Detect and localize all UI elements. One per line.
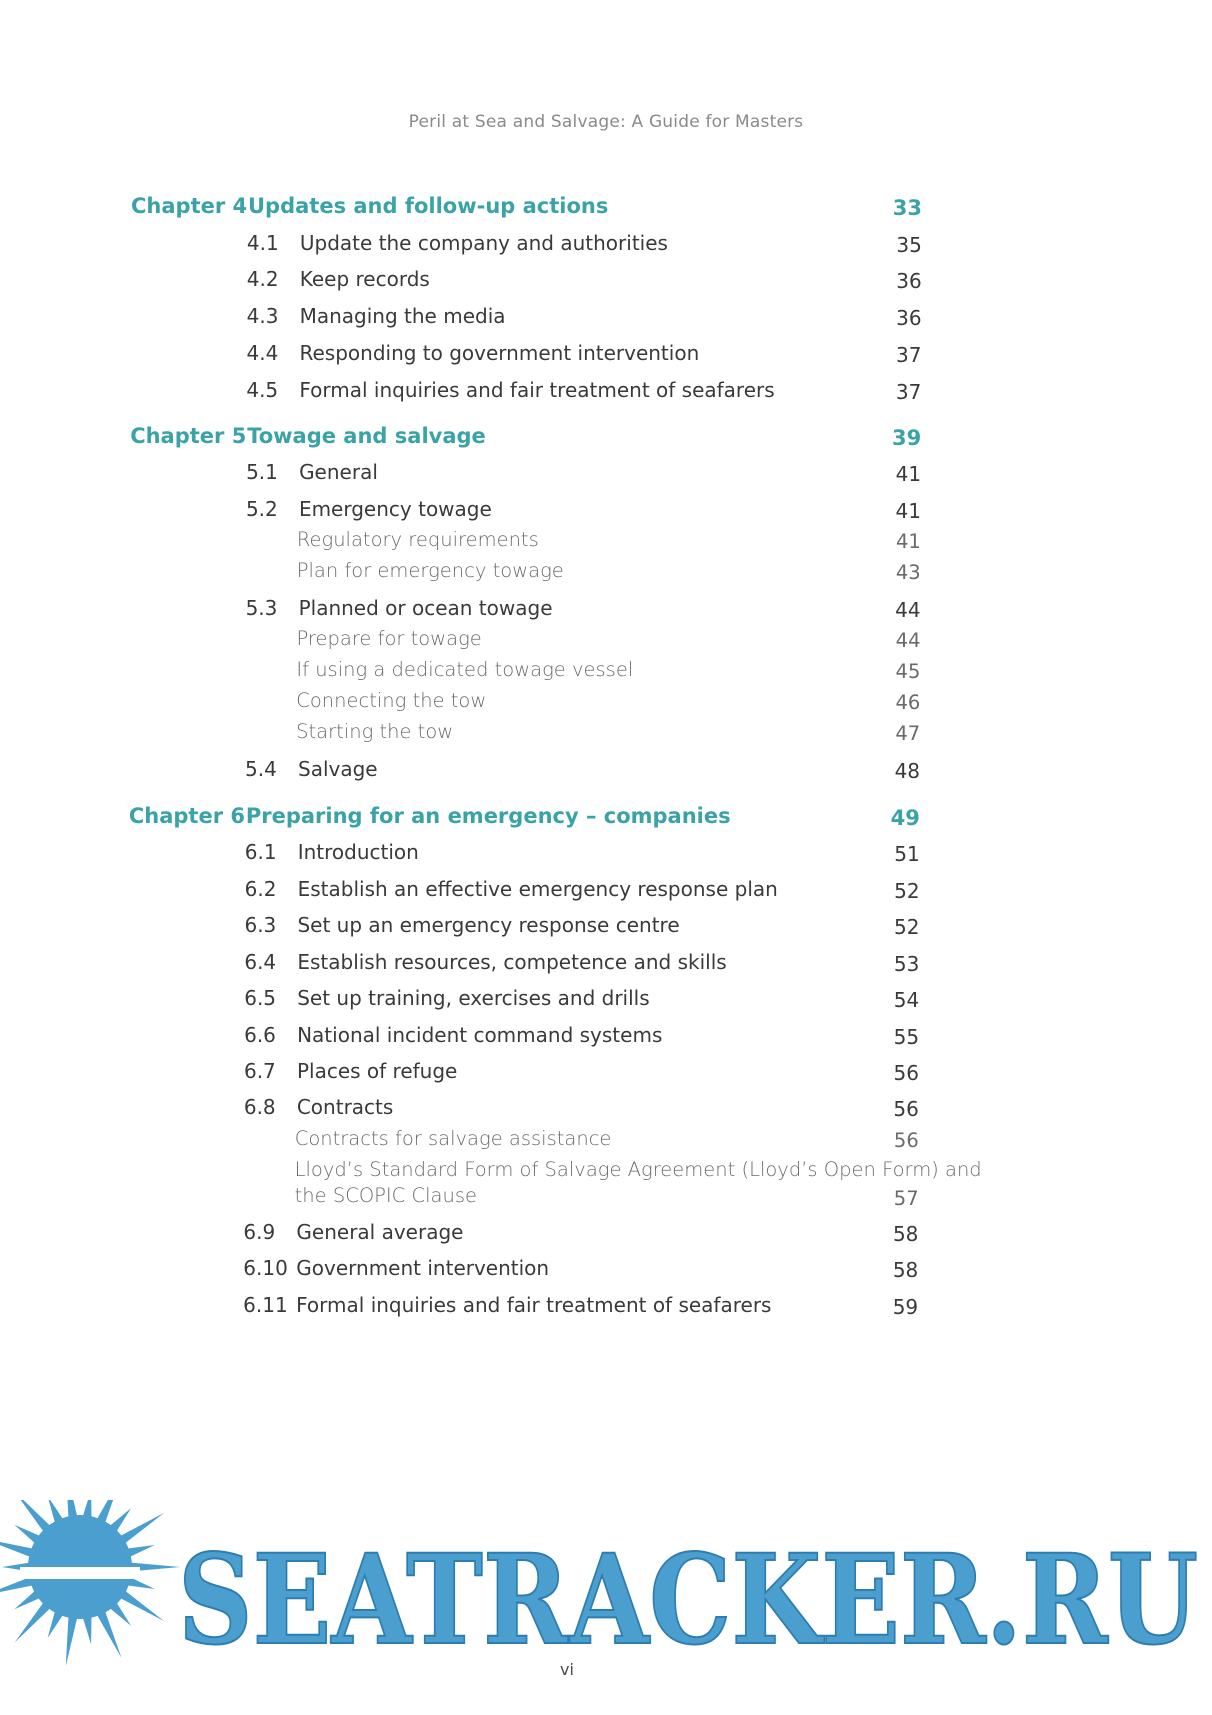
- section-title: Managing the media: [299, 304, 506, 328]
- chapter-page-number: 39: [891, 426, 922, 450]
- section-title: Government intervention: [296, 1256, 550, 1280]
- section-number: 6.6: [244, 1023, 276, 1047]
- section-title: Update the company and authorities: [299, 231, 668, 255]
- section-page-number: 37: [896, 343, 922, 367]
- section-page-number: 41: [895, 499, 921, 523]
- section-page-number: 58: [892, 1258, 919, 1282]
- section-page-number: 52: [894, 915, 920, 939]
- section-page-number: 55: [893, 1025, 920, 1049]
- subsection-title: Regulatory requirements: [296, 528, 539, 551]
- section-page-number: 54: [893, 988, 920, 1012]
- subsection-title: Lloyd’s Standard Form of Salvage Agreement (Lloyd’s Open Form) and: [294, 1158, 982, 1181]
- section-title: Contracts: [296, 1095, 394, 1119]
- subsection-page-number: 56: [893, 1129, 919, 1152]
- section-title: Planned or ocean towage: [298, 596, 553, 620]
- section-number: 5.2: [245, 497, 278, 521]
- chapter-title: Preparing for an emergency – companies: [245, 804, 731, 828]
- section-number: 4.2: [246, 267, 279, 291]
- section-number: 6.2: [244, 877, 277, 901]
- section-page-number: 37: [895, 380, 922, 404]
- section-number: 4.3: [246, 304, 279, 328]
- section-number: 6.10: [243, 1256, 288, 1280]
- section-number: 5.4: [245, 757, 277, 781]
- section-page-number: 56: [893, 1097, 919, 1121]
- section-page-number: 48: [894, 759, 921, 783]
- section-number: 6.7: [243, 1059, 276, 1083]
- section-title: Establish resources, competence and skills: [297, 950, 727, 974]
- section-number: 6.8: [243, 1095, 276, 1119]
- section-title: General average: [296, 1220, 464, 1244]
- subsection-title: Connecting the tow: [296, 689, 487, 712]
- chapter-title: Updates and follow-up actions: [248, 194, 609, 218]
- section-number: 6.1: [244, 840, 277, 864]
- section-title: National incident command systems: [297, 1023, 663, 1047]
- section-page-number: 35: [896, 233, 922, 257]
- section-number: 6.4: [244, 950, 277, 974]
- subsection-title: Plan for emergency towage: [296, 559, 564, 582]
- running-header: Peril at Sea and Salvage: A Guide for Masters: [408, 112, 804, 132]
- section-page-number: 36: [896, 306, 922, 330]
- section-number: 6.9: [243, 1220, 276, 1244]
- subsection-title-continued: the SCOPIC Clause: [294, 1184, 477, 1207]
- subsection-page-number: 47: [895, 722, 921, 745]
- section-number: 5.1: [246, 460, 278, 484]
- section-title: Keep records: [299, 267, 430, 291]
- section-page-number: 58: [892, 1222, 919, 1246]
- section-page-number: 51: [894, 842, 920, 866]
- section-title: Responding to government intervention: [299, 341, 700, 365]
- chapter-page-number: 49: [890, 806, 920, 830]
- section-number: 4.5: [246, 378, 279, 402]
- section-page-number: 56: [893, 1061, 919, 1085]
- watermark-text: SEATRACKER.RU: [178, 1528, 1198, 1673]
- subsection-page-number: 46: [895, 691, 921, 714]
- subsection-title: Contracts for salvage assistance: [294, 1127, 612, 1150]
- section-title: Formal inquiries and fair treatment of seafarers: [299, 378, 775, 402]
- subsection-title: If using a dedicated towage vessel: [296, 658, 634, 681]
- subsection-page-number: 57: [893, 1187, 919, 1210]
- section-title: Establish an effective emergency response plan: [297, 877, 778, 901]
- section-number: 4.4: [246, 341, 279, 365]
- section-page-number: 59: [892, 1295, 919, 1319]
- chapter-page-number: 33: [892, 196, 922, 220]
- section-page-number: 44: [895, 598, 921, 622]
- section-title: Introduction: [297, 840, 419, 864]
- chapter-label: Chapter 5: [130, 424, 247, 448]
- section-number: 6.11: [243, 1293, 288, 1317]
- page-number: vi: [560, 1660, 574, 1679]
- section-page-number: 36: [896, 269, 922, 293]
- section-title: Formal inquiries and fair treatment of seafarers: [296, 1293, 772, 1317]
- sun-logo-icon: [0, 1500, 180, 1666]
- chapter-title: Towage and salvage: [247, 424, 486, 448]
- section-number: 6.5: [244, 986, 277, 1010]
- subsection-page-number: 45: [895, 660, 921, 683]
- section-title: Places of refuge: [296, 1059, 458, 1083]
- subsection-title: Prepare for towage: [296, 627, 482, 650]
- subsection-page-number: 43: [895, 561, 921, 584]
- subsection-page-number: 41: [896, 530, 921, 553]
- subsection-page-number: 44: [895, 629, 921, 652]
- section-title: Set up training, exercises and drills: [297, 986, 650, 1010]
- section-title: Salvage: [298, 757, 378, 781]
- section-number: 6.3: [244, 913, 277, 937]
- section-page-number: 52: [894, 879, 920, 903]
- chapter-label: Chapter 4: [131, 194, 248, 218]
- section-number: 4.1: [246, 231, 279, 255]
- chapter-label: Chapter 6: [128, 804, 245, 828]
- section-title: General: [299, 460, 378, 484]
- section-page-number: 41: [895, 462, 922, 486]
- section-title: Emergency towage: [298, 497, 492, 521]
- section-page-number: 53: [893, 952, 920, 976]
- section-number: 5.3: [245, 596, 278, 620]
- watermark: [0, 1500, 1212, 1715]
- subsection-title: Starting the tow: [296, 720, 454, 743]
- section-title: Set up an emergency response centre: [297, 913, 680, 937]
